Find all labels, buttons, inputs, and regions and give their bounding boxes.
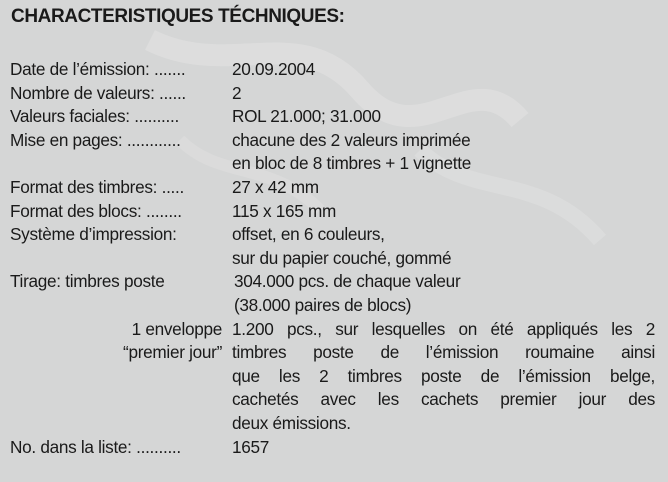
label-mise-en-pages: Mise en pages: ............ <box>10 129 181 150</box>
specs-sheet <box>10 58 660 459</box>
row-valeurs <box>10 105 660 129</box>
row-tirage <box>10 270 660 317</box>
label-format-blocs: Format des blocs: ........ <box>10 200 182 221</box>
value-line: cachetés avec les cachets premier jour des <box>232 389 655 410</box>
page-title: CHARACTERISTIQUES TÉCHNIQUES: <box>11 6 345 27</box>
value-systeme <box>232 223 660 270</box>
label-liste: No. dans la liste: .......... <box>10 436 181 457</box>
value-line: chacune des 2 valeurs imprimée <box>232 129 471 150</box>
value-line: 1.200 pcs., sur lesquelles on été appliqués les 2 <box>232 318 655 339</box>
label-line: “premier jour” <box>123 342 222 363</box>
label-tirage: Tirage: timbres poste <box>10 271 165 292</box>
value-line: deux émissions. <box>232 412 351 433</box>
value-format-timbres: 27 x 42 mm <box>232 176 319 197</box>
label-valeurs: Valeurs faciales: .......... <box>10 106 179 127</box>
row-liste <box>10 436 660 460</box>
label-enveloppe <box>10 318 222 365</box>
label-systeme: Système d’impression: <box>10 224 177 245</box>
value-format-blocs: 115 x 165 mm <box>232 200 337 221</box>
label-nombre: Nombre de valeurs: ...... <box>10 82 186 103</box>
value-enveloppe <box>232 318 655 436</box>
row-nombre <box>10 82 660 106</box>
label-line: 1 enveloppe <box>131 318 222 339</box>
value-tirage <box>234 270 660 317</box>
label-date: Date de l’émission: ....... <box>10 59 186 79</box>
row-date <box>10 58 660 82</box>
value-line: sur du papier couché, gommé <box>232 247 452 268</box>
row-enveloppe <box>10 318 660 436</box>
row-mise-en-pages <box>10 129 660 176</box>
value-line: offset, en 6 couleurs, <box>232 224 385 245</box>
value-line: timbres poste de l’émission roumaine ainsi <box>232 342 655 363</box>
value-line: (38.000 paires de blocs) <box>234 294 412 315</box>
value-date: 20.09.2004 <box>232 59 316 79</box>
value-line: 304.000 pcs. de chaque valeur <box>234 271 461 292</box>
value-nombre: 2 <box>232 82 242 103</box>
value-valeurs: ROL 21.000; 31.000 <box>232 106 381 127</box>
value-mise-en-pages <box>232 129 660 176</box>
label-format-timbres: Format des timbres: ..... <box>10 176 184 197</box>
row-format-timbres <box>10 176 660 200</box>
row-systeme <box>10 223 660 270</box>
value-line: en bloc de 8 timbres + 1 vignette <box>232 153 471 174</box>
row-format-blocs <box>10 200 660 224</box>
value-liste: 1657 <box>232 436 270 457</box>
value-line: que les 2 timbres poste de l’émission belge, <box>232 365 655 386</box>
